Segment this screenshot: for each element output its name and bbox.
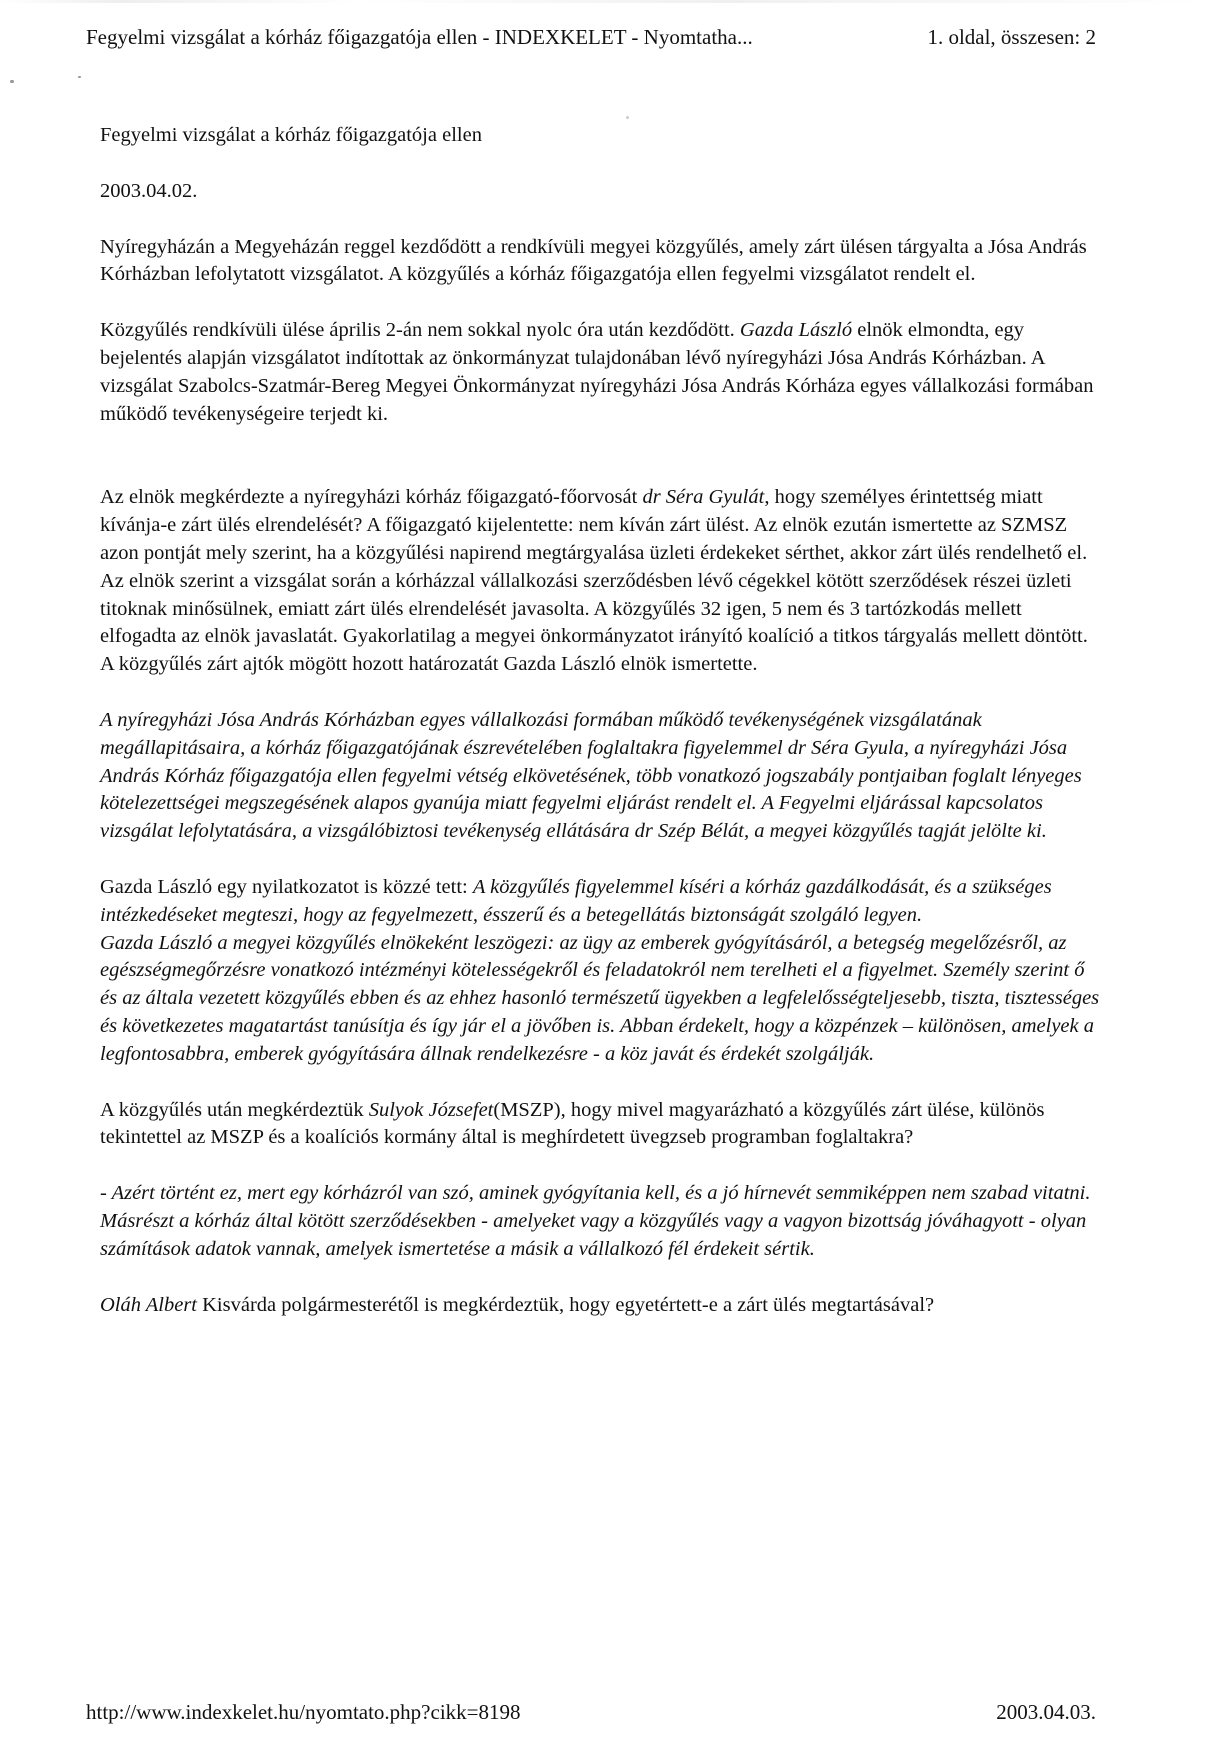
person-name: Oláh Albert: [100, 1293, 197, 1316]
paragraph-answer: - Azért történt ez, mert egy kórházról van szó, aminek gyógyítania kell, és a jó hírnevét semmiképpen nem szabad vitatni. Másrészt a kórház által kötött szerződésekben - amelyeket vagy a közgyűlés vagy a vagyon bizottság jóváhagyott - olyan számítások adatok vannak, amelyek ismertetése a másik a vállalkozó fél érdekeit sértik.: [100, 1182, 1091, 1260]
scan-edge: [0, 0, 1207, 3]
person-name: Gazda László: [739, 319, 853, 342]
statement-quote: A közgyűlés figyelemmel kíséri a kórház gazdálkodását, és a szükséges intézkedéseket megteszi, hogy az fegyelmezett, ésszerű és a betegellátás biztonságát szolgáló legyen.: [100, 875, 1052, 926]
print-header: [86, 20, 1096, 54]
paragraph-question: [100, 1097, 1100, 1153]
article-title: Fegyelmi vizsgálat a kórház főigazgatója ellen: [100, 124, 482, 146]
text-segment: , hogy személyes érintettség miatt kívánja-e zárt ülés elrendelését? A főigazgató kijelentette: nem kíván zárt ülést. Az elnök ezután ismertette az SZMSZ azon pontját mely szerint, ha a közgyűlési napirend megtárgyalása üzleti érdekeket sérthet, akkor zárt ülés rendelhető el. Az elnök szerint a vizsgálat során a kórházzal vállalkozási szerződésben lévő cégekkel kötött szerződések részei üzleti titoknak minősülnek, emiatt zárt ülés elrendelését javasolta. A közgyűlés 32 igen, 5 nem és 3 tartózkodás mellett elfogadta az elnök javaslatát. Gyakorlatilag a megyei önkormányzatot irányító koalíció a titkos tárgyalás mellett döntött. A közgyűlés zárt ajtók mögött hozott határozatát Gazda László elnök ismertette.: [100, 486, 1088, 676]
text-segment: A közgyűlés után megkérdeztük: [100, 1098, 369, 1121]
header-title: Fegyelmi vizsgálat a kórház főigazgatója ellen - INDEXKELET - Nyomtatha...: [86, 25, 753, 49]
scan-speck: [78, 76, 81, 78]
text-segment: Gazda László egy nyilatkozatot is közzé tett:: [100, 875, 473, 898]
paragraph-session: [100, 317, 1100, 428]
person-name: Sulyok Józsefet: [368, 1098, 494, 1121]
paragraph-resolution: A nyíregyházi Jósa András Kórházban egyes vállalkozási formában működő tevékenységének vizsgálatának megállapitásaira, a kórház főigazgatójának észrevételében foglaltakra figyelemmel dr Séra Gyula, a nyíregyházi Jósa András Kórház főigazgatója ellen fegyelmi vétség elkövetésének, több vonatkozó jogszabály pontjaiban foglalt lényeges kötelezettségei megszegésének alapos gyanúja miatt fegyelmi eljárást rendelt el. A Fegyelmi eljárással kapcsolatos vizsgálat lefolytatására, a vizsgálóbiztosi tevékenység ellátására dr Szép Bélát, a megyei közgyűlés tagját jelölte ki.: [100, 708, 1082, 843]
paragraph-closed-session: [100, 484, 1100, 679]
text-segment: Kisvárda polgármesterétől is megkérdeztük, hogy egyetértett-e a zárt ülés megtartásával?: [197, 1293, 935, 1316]
paragraph-mayor-question: [100, 1292, 1100, 1320]
footer-url: http://www.indexkelet.hu/nyomtato.php?cikk=8198: [86, 1700, 521, 1724]
text-segment: elnök elmondta, egy bejelentés alapján vizsgálatot indítottak az önkormányzat tulajdonában lévő nyíregyházi Jósa András Kórházban. A vizsgálat Szabolcs-Szatmár-Bereg Megyei Önkormányzat nyíregyházi Jósa András Kórháza egyes vállalkozási formában működő tevékenységeire terjedt ki.: [100, 319, 1094, 425]
paragraph-intro: Nyíregyházán a Megyeházán reggel kezdődött a rendkívüli megyei közgyűlés, amely zárt ülésen tárgyalta a Jósa András Kórházban lefolytatott vizsgálatot. A közgyűlés a kórház főigazgatója ellen fegyelmi vizsgálatot rendelt el.: [100, 235, 1087, 286]
article-body: [100, 122, 1100, 1319]
text-segment: (MSZP), hogy mivel magyarázható a közgyűlés zárt ülése, különös tekintettel az MSZP és a koalíciós kormány által is meghírdetett üvegzseb programban foglaltakra?: [100, 1098, 1045, 1149]
article-date: 2003.04.02.: [100, 179, 198, 202]
paragraph-statement-continued: Gazda László a megyei közgyűlés elnökeként leszögezi: az ügy az emberek gyógyításáról, a betegség megelőzésről, az egészségmegőrzésre vonatkozó intézményi kötelességekről és feladatokról nem terelheti el a figyelmet. Személy szerint ő és az általa vezetett közgyűlés ebben és az ehhez hasonló természetű ügyekben a legfelelősségteljesebb, tiszta, tisztességes és következetes magatartást tanúsítja és így jár el a jövőben is. Abban érdekelt, hogy a közpénzek – különösen, amelyek a legfontosabbra, emberek gyógyítására állnak rendelkezésre - a köz javát és érdekét szolgálják.: [100, 931, 1100, 1065]
text-segment: Közgyűlés rendkívüli ülése április 2-án nem sokkal nyolc óra után kezdődött.: [100, 319, 740, 342]
footer-date: 2003.04.03.: [996, 1700, 1096, 1724]
paragraph-statement: [100, 874, 1100, 930]
print-footer: [86, 1696, 1096, 1728]
person-name: dr Séra Gyulát: [642, 486, 765, 509]
scan-speck: [10, 80, 14, 83]
scan-speck: [626, 116, 629, 119]
page-counter: 1. oldal, összesen: 2: [927, 25, 1096, 49]
text-segment: Az elnök megkérdezte a nyíregyházi kórház főigazgató-főorvosát: [100, 486, 643, 509]
